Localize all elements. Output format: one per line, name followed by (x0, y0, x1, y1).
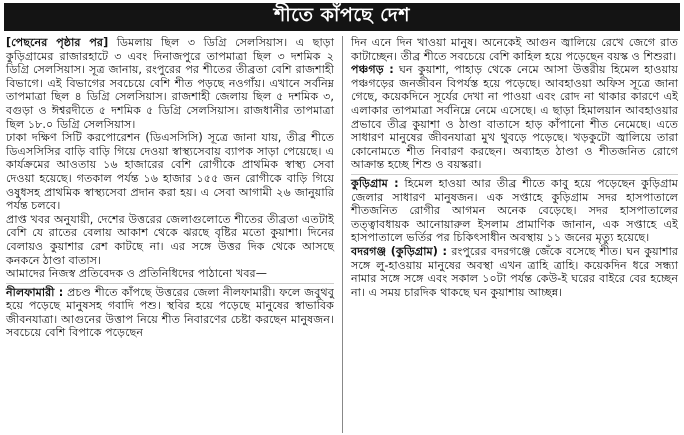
paragraph: বদরগঞ্জ (কুড়িগ্রাম) : রংপুরের বদরগঞ্জে জেঁকে বসেছে শীত। ঘন কুয়াশার সঙ্গে লু-হাওয়ায় মানুষের অবস্থা এখন ত্রাহি ত্রাহি। কয়েকদিন ধরে সন্ধ্যা নামার সঙ্গে সঙ্গে এবং সকাল ১০টা পর্যন্ত কেউ-ই ঘরের বাইরে বের হচ্ছেন না। এ সময় চারদিক থাকছে ঘন কুয়াশায় আচ্ছন্ন। (351, 244, 678, 299)
paragraph: দিন এনে দিন খাওয়া মানুষ। অনেকেই আগুন জ্বালিয়ে রেখে জেগে রাত কাটাচ্ছেন। তীব্র শীতে সবচেয়ে বেশি কাহিল হয়ে পড়েছেন বয়স্ক ও শিশুরা। (351, 36, 678, 63)
divider (6, 283, 334, 284)
paragraph: নীলফামারী : প্রচণ্ড শীতে কাঁপছে উত্তরের জেলা নীলফামারী। ফলে জবুথবু হয়ে পড়েছে মানুষসহ গবাদি পশু। স্থবির হয়ে পড়েছে মানুষের স্বাভাবিক জীবনযাত্রা। আগুনের উত্তাপ নিয়ে শীত নিবারণের চেষ্টা করছেন মানুষজন। সবচেয়ে বেশি বিপাকে পড়েছেন (6, 285, 334, 340)
dateline: [পেছনের পৃষ্ঠার পর] (6, 36, 109, 49)
article-headline-bar (4, 3, 680, 31)
left-column (4, 36, 342, 433)
article-headline: শীতে কাঁপছে দেশ (273, 4, 411, 26)
paragraph: [পেছনের পৃষ্ঠার পর] ডিমলায় ছিল ৩ ডিগ্রি সেলসিয়াস। এ ছাড়া কুড়িগ্রামের রাজারহাটে ৩ এবং দিনাজপুরে তাপমাত্রা ছিল ৩ দশমিক ২ ডিগ্রি সেলসিয়াস। সূত্র জানায়, রংপুরের পর শীতের তীব্রতা বেশি রাজশাহী বিভাগে। এই বিভাগের সবচেয়ে বেশি শীত পড়ছে নওগাঁয়। এখানে সর্বনিম্ন তাপমাত্রা ছিল ৪ ডিগ্রি সেলসিয়াস। রাজশাহী জেলায় ছিল ৫ দশমিক ৩, বগুড়া ও ঈশ্বরদীতে ৫ দশমিক ৫ ডিগ্রি সেলসিয়াস। রাজধানীর তাপমাত্রা ছিল ১৮.০ ডিগ্রি সেলসিয়াস। (6, 36, 334, 131)
paragraph: কুড়িগ্রাম : হিমেল হাওয়া আর তীব্র শীতে কাবু হয়ে পড়েছেন কুড়িগ্রাম জেলার সাধারণ মানুষজন। এক সপ্তাহে কুড়িগ্রাম সদর হাসপাতালে শীতজনিত রোগীর আগমন অনেক বেড়েছে। সদর হাসপাতালের তত্ত্বাবধায়ক আনোয়ারুল ইসলাম প্রামাণিক জানান, এক সপ্তাহে এই হাসপাতালে ভর্তির পর চিকিৎসাধীন অবস্থায় ১১ জনের মৃত্যু হয়েছে। (351, 176, 678, 245)
paragraph: ঢাকা দক্ষিণ সিটি করপোরেশন (ডিএসসিসি) সূত্রে জানা যায়, তীব্র শীতে ডিএসসিসির বাড়ি বাড়ি গিয়ে দেওয়া স্বাস্থ্যসেবায় ব্যাপক সাড়া পেয়েছে। এ কার্যক্রমের আওতায় ১৬ হাজারের বেশি রোগীকে প্রাথমিক স্বাস্থ্য সেবা দেওয়া হয়েছে। গতকাল পর্যন্ত ১৬ হাজার ১৫৫ জন রোগীকে বাড়ি গিয়ে ওষুধসহ প্রাথমিক স্বাস্থ্যসেবা প্রদান করা হয়। এ সেবা আগামী ২৬ জানুয়ারি পর্যন্ত চলবে। (6, 131, 334, 213)
location-label: বদরগঞ্জ (কুড়িগ্রাম) : (351, 244, 448, 258)
paragraph: আমাদের নিজস্ব প্রতিবেদক ও প্রতিনিধিদের পাঠানো খবর— (6, 267, 267, 281)
right-column (342, 36, 680, 433)
paragraph: প্রাপ্ত খবর অনুযায়ী, দেশের উত্তরের জেলাগুলোতে শীতের তীব্রতা এতটাই বেশি যে রাতের বেলায় আকাশ থেকে ঝরছে বৃষ্টির মতো কুয়াশা। দিনের বেলায়ও কুয়াশার রেশ কাটছে না। এর সঙ্গে উত্তর দিক থেকে আসছে কনকনে ঠাণ্ডা বাতাস। (6, 212, 334, 267)
location-label: নীলফামারী : (6, 285, 64, 299)
article-body (4, 36, 680, 433)
location-label: কুড়িগ্রাম : (351, 176, 399, 190)
divider (351, 174, 678, 175)
paragraph: পঞ্চগড় : ঘন কুয়াশা, পাহাড় থেকে নেমে আসা উত্তরীয় হিমেল হাওয়ায় পঞ্চগড়ের জনজীবন বিপর্যস্ত হয়ে পড়েছে। আবহাওয়া অফিস সূত্রে জানা গেছে, কয়েকদিনে সূর্যের দেখা না পাওয়া এবং রোদ না থাকার কারণে এই এলাকার তাপমাত্রা সর্বনিম্নে নেমে এসেছে। এ ছাড়া হিমালয়ান আবহাওয়ার প্রভাবে তীব্র কুয়াশা ও ঠাণ্ডা বাতাসে হাড় কাঁপানো শীত নেমেছে। এতে সাধারণ মানুষের জীবনযাত্রা মুখ থুবড়ে পড়েছে। খড়কুটো জ্বালিয়ে তারা কোনোমতে শীত নিবারণ করছেন। অব্যাহত ঠাণ্ডা ও শীতজনিত রোগে আক্রান্ত হচ্ছে শিশু ও বয়স্করা। (351, 63, 678, 172)
location-label: পঞ্চগড় : (351, 63, 394, 77)
